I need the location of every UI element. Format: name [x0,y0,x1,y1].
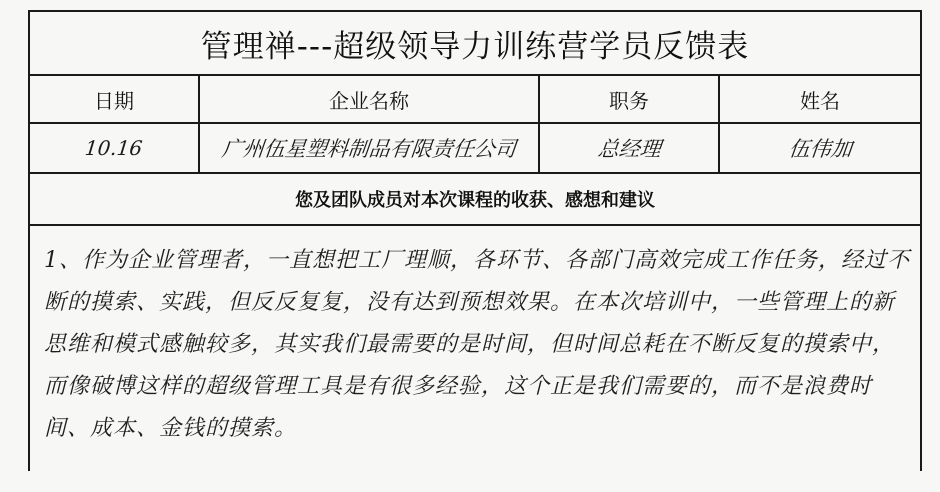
header-position: 职务 [539,75,719,123]
header-name: 姓名 [719,75,921,123]
feedback-text: 1、作为企业管理者，一直想把工厂理顺，各环节、各部门高效完成工作任务，经过不断的摸索、实践，但反反复复，没有达到预想效果。在本次培训中，一些管理上的新思维和模式感触较多，其实我们最需要的是时间，但时间总耗在不断反复的摸索中，而像破博这样的超级管理工具是有很多经验，这个正是我们需要的，而不是浪费时间、成本、金钱的摸索。 [44,248,910,441]
header-row [29,75,921,123]
name-value: 伍伟加 [787,137,853,161]
question-heading: 您及团队成员对本次课程的收获、感想和建议 [29,173,921,225]
position-value-cell [539,123,719,173]
name-value-cell [719,123,921,173]
feedback-cell [29,225,921,471]
date-value: 10.16 [84,136,144,160]
company-value-cell [199,123,539,173]
title-row [29,11,921,75]
header-company: 企业名称 [199,75,539,123]
question-row [29,173,921,225]
company-value: 广州伍星塑料制品有限责任公司 [220,137,518,161]
header-date: 日期 [29,75,199,123]
date-value-cell [29,123,199,173]
feedback-form-table [28,10,922,471]
position-value: 总经理 [596,137,662,161]
entry-row [29,123,921,173]
feedback-row [29,225,921,471]
form-title: 管理禅---超级领导力训练营学员反馈表 [29,11,921,75]
